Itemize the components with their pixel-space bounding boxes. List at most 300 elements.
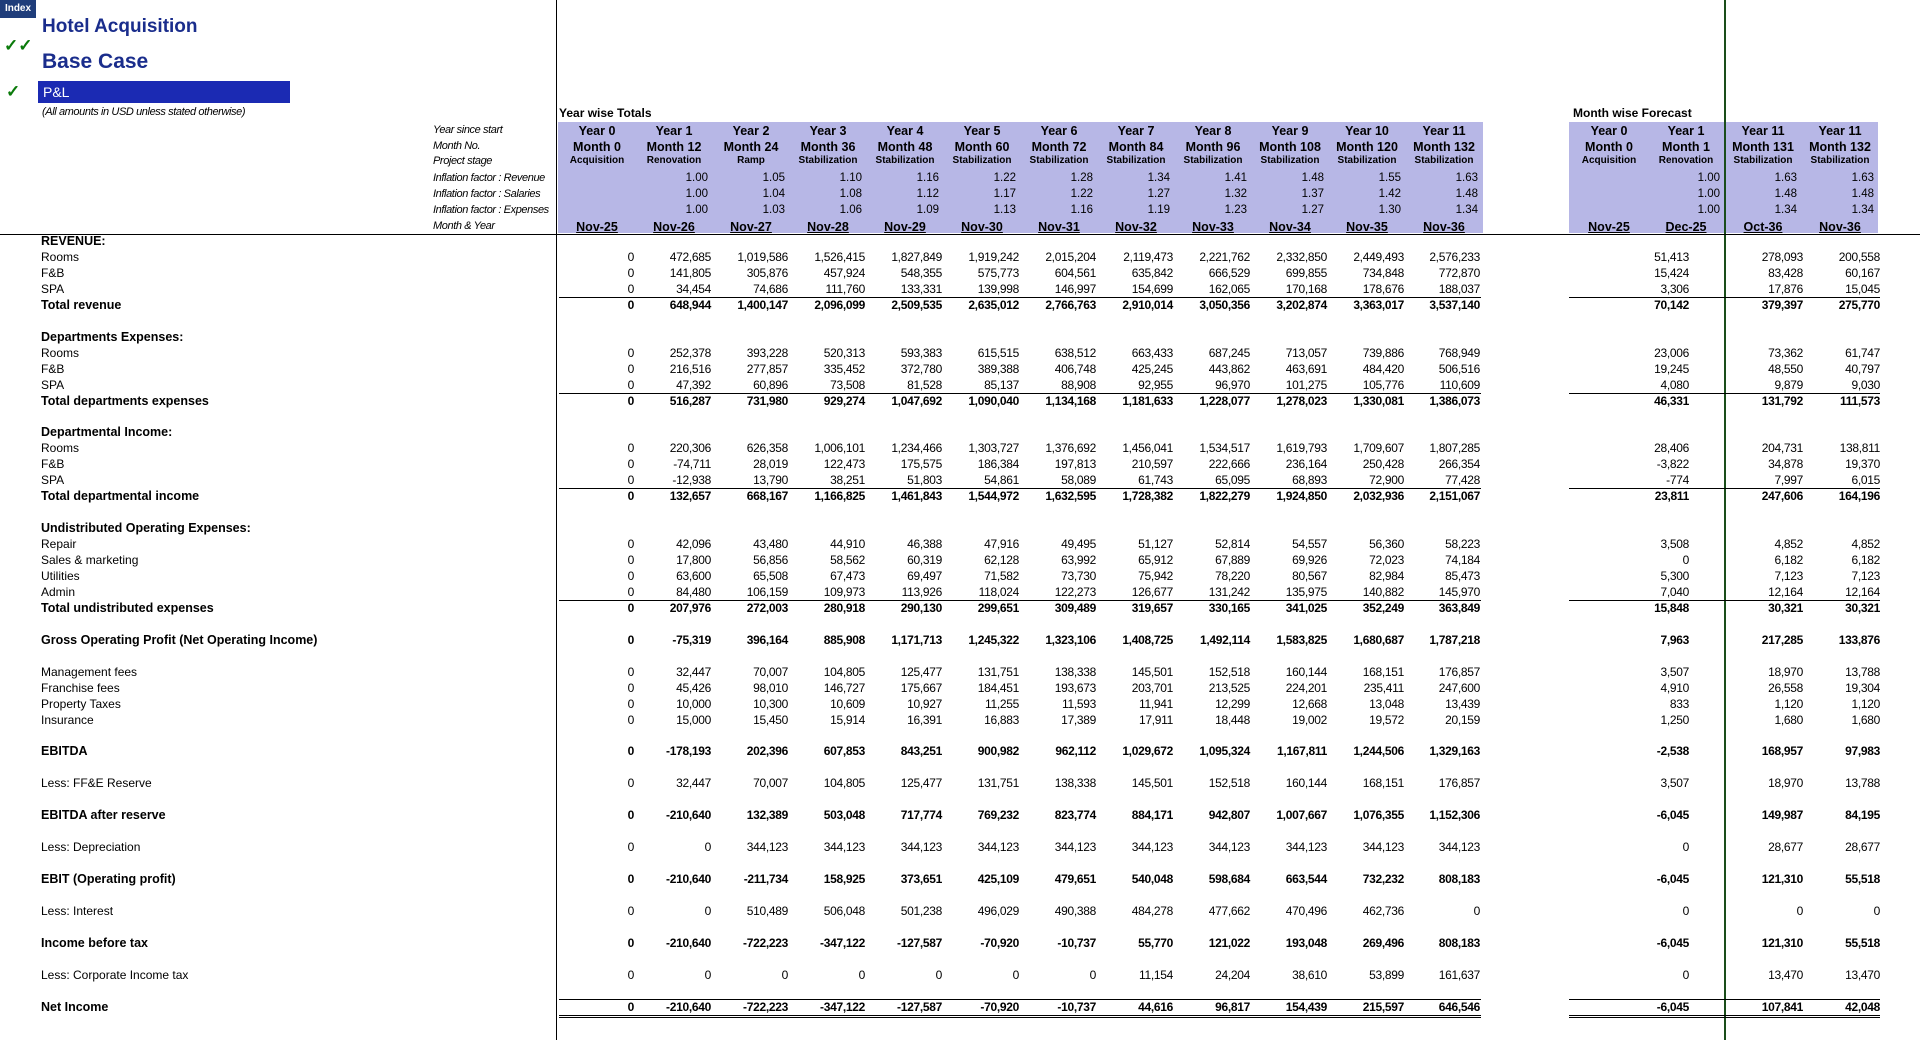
year-value-cell[interactable]: 111,760 — [825, 281, 865, 296]
year-value-cell[interactable]: 65,912 — [1138, 553, 1173, 567]
year-value-cell[interactable]: 3,202,874 — [1276, 297, 1327, 312]
year-value-cell[interactable]: 1,090,040 — [968, 393, 1019, 408]
year-value-cell[interactable]: 425,109 — [977, 872, 1019, 886]
year-value-cell[interactable]: 0 — [627, 712, 634, 727]
year-value-cell[interactable]: 3,363,017 — [1353, 297, 1404, 312]
month-value-cell[interactable]: -2,538 — [1656, 744, 1689, 759]
year-value-cell[interactable]: 598,684 — [1208, 872, 1250, 886]
year-value-cell[interactable]: 666,529 — [1208, 265, 1250, 280]
year-value-cell[interactable]: 1,680,687 — [1353, 632, 1404, 647]
year-value-cell[interactable]: 0 — [627, 568, 634, 583]
year-value-cell[interactable]: 1,006,101 — [814, 441, 865, 456]
month-value-cell[interactable]: 12,164 — [1768, 584, 1803, 599]
year-value-cell[interactable]: 341,025 — [1285, 600, 1327, 615]
year-value-cell[interactable]: 15,000 — [676, 712, 711, 727]
year-value-cell[interactable]: 10,000 — [676, 696, 711, 711]
year-value-cell[interactable]: 843,251 — [900, 744, 942, 759]
year-value-cell[interactable]: 638,512 — [1054, 345, 1096, 360]
year-value-cell[interactable]: 1,047,692 — [891, 393, 942, 408]
year-value-cell[interactable]: -74,711 — [673, 457, 711, 472]
year-value-cell[interactable]: 352,249 — [1362, 600, 1404, 615]
year-value-cell[interactable]: 2,151,067 — [1429, 489, 1480, 504]
month-value-cell[interactable]: 28,677 — [1845, 840, 1880, 855]
year-value-cell[interactable]: 44,910 — [830, 537, 865, 552]
month-value-cell[interactable]: 7,963 — [1660, 632, 1689, 647]
year-value-cell[interactable]: 1,029,672 — [1122, 744, 1173, 759]
month-value-cell[interactable]: 70,142 — [1654, 297, 1689, 312]
year-value-cell[interactable]: 34,454 — [676, 281, 711, 296]
year-value-cell[interactable]: 2,509,535 — [891, 297, 942, 312]
year-value-cell[interactable]: 1,544,972 — [968, 489, 1019, 504]
year-value-cell[interactable]: 145,501 — [1131, 664, 1173, 679]
index-tab[interactable]: Index — [0, 0, 36, 18]
year-value-cell[interactable]: 122,273 — [1054, 584, 1096, 599]
year-value-cell[interactable]: -178,193 — [666, 744, 711, 759]
year-value-cell[interactable]: 13,790 — [753, 473, 788, 488]
year-value-cell[interactable]: 1,007,667 — [1276, 808, 1327, 823]
year-value-cell[interactable]: 372,780 — [900, 361, 942, 376]
year-value-cell[interactable]: 235,411 — [1363, 680, 1404, 695]
year-value-cell[interactable]: 80,567 — [1292, 568, 1327, 583]
year-value-cell[interactable]: 516,287 — [669, 393, 711, 408]
year-value-cell[interactable]: 113,926 — [901, 584, 942, 599]
year-value-cell[interactable]: 15,914 — [830, 712, 865, 727]
year-value-cell[interactable]: 1,456,041 — [1122, 441, 1173, 456]
month-value-cell[interactable]: 30,321 — [1845, 600, 1880, 615]
year-value-cell[interactable]: 42,096 — [676, 537, 711, 552]
year-value-cell[interactable]: 269,496 — [1362, 935, 1404, 950]
year-value-cell[interactable]: 135,975 — [1285, 584, 1327, 599]
year-value-cell[interactable]: 160,144 — [1285, 776, 1327, 791]
year-value-cell[interactable]: 69,926 — [1292, 553, 1327, 567]
year-value-cell[interactable]: 104,805 — [823, 664, 865, 679]
month-value-cell[interactable]: -6,045 — [1656, 935, 1689, 950]
year-value-cell[interactable]: 175,667 — [900, 680, 942, 695]
year-value-cell[interactable]: 335,452 — [823, 361, 865, 376]
year-value-cell[interactable]: 1,134,168 — [1045, 393, 1096, 408]
year-value-cell[interactable]: 10,300 — [753, 696, 788, 711]
year-value-cell[interactable]: 0 — [1473, 903, 1480, 918]
year-value-cell[interactable]: 0 — [627, 249, 634, 264]
year-value-cell[interactable]: 1,632,595 — [1045, 489, 1096, 504]
month-value-cell[interactable]: 1,680 — [1774, 712, 1803, 727]
month-value-cell[interactable]: 23,006 — [1654, 345, 1689, 360]
year-value-cell[interactable]: 16,883 — [984, 712, 1019, 727]
sheet-section-bar[interactable]: P&L — [38, 81, 290, 103]
year-value-cell[interactable]: 16,391 — [907, 712, 942, 727]
month-value-cell[interactable]: 4,080 — [1660, 377, 1689, 392]
year-value-cell[interactable]: 823,774 — [1054, 808, 1096, 823]
year-value-cell[interactable]: 443,862 — [1208, 361, 1250, 376]
month-value-cell[interactable]: 0 — [1682, 553, 1689, 567]
year-value-cell[interactable]: 490,388 — [1054, 903, 1096, 918]
year-value-cell[interactable]: 646,546 — [1438, 999, 1480, 1014]
month-value-cell[interactable]: 1,250 — [1660, 712, 1689, 727]
year-value-cell[interactable]: 122,473 — [823, 457, 865, 472]
year-value-cell[interactable]: 56,360 — [1369, 537, 1404, 552]
year-value-cell[interactable]: 277,857 — [746, 361, 788, 376]
year-value-cell[interactable]: 344,123 — [1362, 840, 1404, 855]
year-value-cell[interactable]: 0 — [858, 967, 865, 982]
year-value-cell[interactable]: 72,023 — [1369, 553, 1404, 567]
month-value-cell[interactable]: 121,310 — [1761, 935, 1803, 950]
year-value-cell[interactable]: 216,516 — [669, 361, 711, 376]
year-value-cell[interactable]: 593,383 — [900, 345, 942, 360]
year-value-cell[interactable]: 96,970 — [1215, 377, 1250, 392]
month-value-cell[interactable]: 0 — [1796, 903, 1803, 918]
year-value-cell[interactable]: 734,848 — [1362, 265, 1404, 280]
year-value-cell[interactable]: 1,076,355 — [1353, 808, 1404, 823]
year-value-cell[interactable]: 131,751 — [977, 776, 1019, 791]
month-value-cell[interactable]: -6,045 — [1656, 872, 1689, 886]
year-value-cell[interactable]: 176,857 — [1438, 776, 1480, 791]
year-value-cell[interactable]: 81,528 — [907, 377, 942, 392]
year-value-cell[interactable]: 126,677 — [1131, 584, 1173, 599]
month-value-cell[interactable]: 19,245 — [1654, 361, 1689, 376]
month-value-cell[interactable]: 40,797 — [1845, 361, 1880, 376]
year-value-cell[interactable]: 1,924,850 — [1276, 489, 1327, 504]
year-value-cell[interactable]: 1,534,517 — [1199, 441, 1250, 456]
month-value-cell[interactable]: 278,093 — [1761, 249, 1803, 264]
year-value-cell[interactable]: 0 — [627, 345, 634, 360]
year-value-cell[interactable]: 54,861 — [984, 473, 1019, 488]
year-value-cell[interactable]: 0 — [627, 377, 634, 392]
year-value-cell[interactable]: 250,428 — [1362, 457, 1404, 472]
year-value-cell[interactable]: 13,439 — [1445, 696, 1480, 711]
year-value-cell[interactable]: 373,651 — [900, 872, 942, 886]
year-value-cell[interactable]: 197,813 — [1054, 457, 1096, 472]
year-value-cell[interactable]: 0 — [627, 265, 634, 280]
year-value-cell[interactable]: 393,228 — [746, 345, 788, 360]
month-value-cell[interactable]: 12,164 — [1845, 584, 1880, 599]
month-value-cell[interactable]: 138,811 — [1839, 441, 1880, 456]
year-value-cell[interactable]: 1,822,279 — [1199, 489, 1250, 504]
year-value-cell[interactable]: 540,048 — [1131, 872, 1173, 886]
year-value-cell[interactable]: 160,144 — [1285, 664, 1327, 679]
month-value-cell[interactable]: 4,852 — [1774, 537, 1803, 552]
year-value-cell[interactable]: 69,497 — [907, 568, 942, 583]
year-value-cell[interactable]: 186,384 — [977, 457, 1019, 472]
year-value-cell[interactable]: 0 — [627, 361, 634, 376]
year-value-cell[interactable]: 425,245 — [1131, 361, 1173, 376]
year-value-cell[interactable]: 82,984 — [1369, 568, 1404, 583]
year-value-cell[interactable]: 732,232 — [1362, 872, 1404, 886]
year-value-cell[interactable]: 1,019,586 — [737, 249, 788, 264]
year-value-cell[interactable]: 141,805 — [669, 265, 711, 280]
year-value-cell[interactable]: 68,893 — [1292, 473, 1327, 488]
month-value-cell[interactable]: 13,470 — [1845, 967, 1880, 982]
year-value-cell[interactable]: 139,998 — [977, 281, 1019, 296]
year-value-cell[interactable]: 484,420 — [1362, 361, 1404, 376]
month-value-cell[interactable]: 84,195 — [1845, 808, 1880, 823]
year-value-cell[interactable]: -12,938 — [672, 473, 711, 488]
year-value-cell[interactable]: 344,123 — [1438, 840, 1480, 855]
year-value-cell[interactable]: 305,876 — [746, 265, 788, 280]
month-value-cell[interactable]: 1,120 — [1851, 696, 1880, 711]
year-value-cell[interactable]: 19,572 — [1369, 712, 1404, 727]
year-value-cell[interactable]: 3,050,356 — [1199, 297, 1250, 312]
year-value-cell[interactable]: 575,773 — [977, 265, 1019, 280]
year-value-cell[interactable]: 60,896 — [753, 377, 788, 392]
year-value-cell[interactable]: 28,019 — [753, 457, 788, 472]
year-value-cell[interactable]: 0 — [627, 664, 634, 679]
year-value-cell[interactable]: 501,238 — [900, 903, 942, 918]
month-value-cell[interactable]: 131,792 — [1761, 393, 1803, 408]
year-value-cell[interactable]: 10,609 — [830, 696, 865, 711]
year-value-cell[interactable]: 188,037 — [1438, 281, 1480, 296]
year-value-cell[interactable]: 118,024 — [978, 584, 1019, 599]
year-value-cell[interactable]: 457,924 — [823, 265, 865, 280]
year-value-cell[interactable]: 138,338 — [1054, 776, 1096, 791]
year-value-cell[interactable]: 176,857 — [1438, 664, 1480, 679]
year-value-cell[interactable]: -722,223 — [743, 999, 788, 1014]
year-value-cell[interactable]: 101,275 — [1285, 377, 1327, 392]
year-value-cell[interactable]: 768,949 — [1438, 345, 1480, 360]
year-value-cell[interactable]: 1,386,073 — [1429, 393, 1480, 408]
year-value-cell[interactable]: 170,168 — [1285, 281, 1327, 296]
year-value-cell[interactable]: 207,976 — [669, 600, 711, 615]
year-value-cell[interactable]: 1,166,825 — [814, 489, 865, 504]
year-value-cell[interactable]: 19,002 — [1292, 712, 1327, 727]
month-value-cell[interactable]: 111,573 — [1840, 393, 1880, 408]
month-value-cell[interactable]: -3,822 — [1656, 457, 1689, 472]
month-value-cell[interactable]: 0 — [1682, 840, 1689, 855]
month-value-cell[interactable]: 217,285 — [1761, 632, 1803, 647]
year-value-cell[interactable]: 1,827,849 — [891, 249, 942, 264]
month-value-cell[interactable]: -6,045 — [1656, 999, 1689, 1014]
year-value-cell[interactable]: 13,048 — [1369, 696, 1404, 711]
year-value-cell[interactable]: 1,228,077 — [1199, 393, 1250, 408]
month-value-cell[interactable]: 1,120 — [1774, 696, 1803, 711]
year-value-cell[interactable]: 58,089 — [1061, 473, 1096, 488]
year-value-cell[interactable]: 184,451 — [977, 680, 1019, 695]
year-value-cell[interactable]: 104,805 — [823, 776, 865, 791]
year-value-cell[interactable]: 266,354 — [1438, 457, 1480, 472]
year-value-cell[interactable]: 121,022 — [1208, 935, 1250, 950]
month-value-cell[interactable]: 107,841 — [1761, 999, 1803, 1014]
month-value-cell[interactable]: 6,182 — [1774, 553, 1803, 567]
year-value-cell[interactable]: 2,635,012 — [968, 297, 1019, 312]
year-value-cell[interactable]: 462,736 — [1362, 903, 1404, 918]
year-value-cell[interactable]: 154,439 — [1285, 999, 1327, 1014]
year-value-cell[interactable]: 52,814 — [1215, 537, 1250, 552]
year-value-cell[interactable]: 88,908 — [1061, 377, 1096, 392]
month-value-cell[interactable]: 121,310 — [1761, 872, 1803, 886]
year-value-cell[interactable]: 168,151 — [1362, 664, 1404, 679]
year-value-cell[interactable]: 11,593 — [1061, 696, 1096, 711]
month-value-cell[interactable]: 200,558 — [1838, 249, 1880, 264]
year-value-cell[interactable]: 51,803 — [907, 473, 942, 488]
year-value-cell[interactable]: 11,255 — [984, 696, 1019, 711]
month-value-cell[interactable]: 26,558 — [1768, 680, 1803, 695]
year-value-cell[interactable]: 0 — [627, 808, 634, 823]
month-value-cell[interactable]: 4,852 — [1851, 537, 1880, 552]
year-value-cell[interactable]: 0 — [627, 872, 634, 886]
year-value-cell[interactable]: 193,673 — [1054, 680, 1096, 695]
year-value-cell[interactable]: 145,501 — [1131, 776, 1173, 791]
year-value-cell[interactable]: -70,920 — [980, 935, 1019, 950]
year-value-cell[interactable]: 96,817 — [1215, 999, 1250, 1014]
month-value-cell[interactable]: 19,370 — [1845, 457, 1880, 472]
year-value-cell[interactable]: 290,130 — [900, 600, 942, 615]
month-value-cell[interactable]: 3,507 — [1660, 664, 1689, 679]
year-value-cell[interactable]: -210,640 — [666, 872, 711, 886]
year-value-cell[interactable]: 1,787,218 — [1429, 632, 1480, 647]
year-value-cell[interactable]: 20,159 — [1445, 712, 1480, 727]
month-value-cell[interactable]: 0 — [1873, 903, 1880, 918]
month-value-cell[interactable]: -774 — [1666, 473, 1689, 488]
year-value-cell[interactable]: 344,123 — [977, 840, 1019, 855]
year-value-cell[interactable]: 1,492,114 — [1199, 632, 1250, 647]
year-value-cell[interactable]: 1,526,415 — [814, 249, 865, 264]
year-value-cell[interactable]: 12,668 — [1292, 696, 1327, 711]
year-value-cell[interactable]: 0 — [1012, 967, 1019, 982]
month-value-cell[interactable]: 73,362 — [1768, 345, 1803, 360]
year-value-cell[interactable]: 0 — [781, 967, 788, 982]
month-value-cell[interactable]: 18,970 — [1768, 664, 1803, 679]
year-value-cell[interactable]: 92,955 — [1138, 377, 1173, 392]
year-value-cell[interactable]: 1,181,633 — [1122, 393, 1173, 408]
year-value-cell[interactable]: 106,159 — [746, 584, 788, 599]
year-value-cell[interactable]: 18,448 — [1215, 712, 1250, 727]
year-value-cell[interactable]: 884,171 — [1131, 808, 1173, 823]
year-value-cell[interactable]: -347,122 — [820, 999, 865, 1014]
month-value-cell[interactable]: 97,983 — [1845, 744, 1880, 759]
year-value-cell[interactable]: 2,766,763 — [1045, 297, 1096, 312]
year-value-cell[interactable]: 215,597 — [1362, 999, 1404, 1014]
year-value-cell[interactable]: 54,557 — [1292, 537, 1327, 552]
year-value-cell[interactable]: 158,925 — [823, 872, 865, 886]
year-value-cell[interactable]: 962,112 — [1055, 744, 1096, 759]
year-value-cell[interactable]: 178,676 — [1362, 281, 1404, 296]
month-value-cell[interactable]: 28,406 — [1654, 441, 1689, 456]
month-value-cell[interactable]: 204,731 — [1761, 441, 1803, 456]
year-value-cell[interactable]: 808,183 — [1438, 872, 1480, 886]
month-value-cell[interactable]: -6,045 — [1656, 808, 1689, 823]
year-value-cell[interactable]: 84,480 — [676, 584, 711, 599]
month-value-cell[interactable]: 34,878 — [1768, 457, 1803, 472]
year-value-cell[interactable]: 11,941 — [1138, 696, 1173, 711]
year-value-cell[interactable]: 470,496 — [1285, 903, 1327, 918]
year-value-cell[interactable]: 479,651 — [1054, 872, 1096, 886]
year-value-cell[interactable]: 731,980 — [746, 393, 788, 408]
month-value-cell[interactable]: 30,321 — [1768, 600, 1803, 615]
year-value-cell[interactable]: 63,992 — [1061, 553, 1096, 567]
year-value-cell[interactable]: 168,151 — [1362, 776, 1404, 791]
year-value-cell[interactable]: 344,123 — [823, 840, 865, 855]
year-value-cell[interactable]: 61,743 — [1138, 473, 1173, 488]
year-value-cell[interactable]: 138,338 — [1054, 664, 1096, 679]
year-value-cell[interactable]: 98,010 — [753, 680, 788, 695]
year-value-cell[interactable]: 1,619,793 — [1276, 441, 1327, 456]
year-value-cell[interactable]: 663,544 — [1285, 872, 1327, 886]
year-value-cell[interactable]: 942,807 — [1208, 808, 1250, 823]
month-value-cell[interactable]: 164,196 — [1838, 489, 1880, 504]
year-value-cell[interactable]: 713,057 — [1285, 345, 1327, 360]
year-value-cell[interactable]: 70,007 — [753, 664, 788, 679]
year-value-cell[interactable]: 309,489 — [1054, 600, 1096, 615]
year-value-cell[interactable]: 38,610 — [1292, 967, 1327, 982]
year-value-cell[interactable]: 0 — [627, 553, 634, 567]
year-value-cell[interactable]: 344,123 — [1131, 840, 1173, 855]
year-value-cell[interactable]: 396,164 — [746, 632, 788, 647]
month-value-cell[interactable]: 1,680 — [1851, 712, 1880, 727]
year-value-cell[interactable]: 154,699 — [1131, 281, 1173, 296]
year-value-cell[interactable]: -10,737 — [1057, 935, 1096, 950]
year-value-cell[interactable]: 132,389 — [746, 808, 788, 823]
year-value-cell[interactable]: 146,997 — [1054, 281, 1096, 296]
year-value-cell[interactable]: 47,916 — [984, 537, 1019, 552]
year-value-cell[interactable]: 626,358 — [746, 441, 788, 456]
year-value-cell[interactable]: 344,123 — [1054, 840, 1096, 855]
month-value-cell[interactable]: 379,397 — [1761, 297, 1803, 312]
year-value-cell[interactable]: 1,376,692 — [1045, 441, 1096, 456]
year-value-cell[interactable]: 162,065 — [1208, 281, 1250, 296]
year-value-cell[interactable]: 1,728,382 — [1122, 489, 1173, 504]
year-value-cell[interactable]: 0 — [627, 935, 634, 950]
year-value-cell[interactable]: 344,123 — [1285, 840, 1327, 855]
month-value-cell[interactable]: 51,413 — [1654, 249, 1689, 264]
month-value-cell[interactable]: 7,123 — [1774, 568, 1803, 583]
year-value-cell[interactable]: 1,709,607 — [1353, 441, 1404, 456]
year-value-cell[interactable]: 175,575 — [900, 457, 942, 472]
year-value-cell[interactable]: 17,389 — [1061, 712, 1096, 727]
month-value-cell[interactable]: 3,508 — [1660, 537, 1689, 552]
year-value-cell[interactable]: 389,388 — [977, 361, 1019, 376]
month-value-cell[interactable]: 133,876 — [1838, 632, 1880, 647]
year-value-cell[interactable]: 520,313 — [823, 345, 865, 360]
month-value-cell[interactable]: 15,424 — [1654, 265, 1689, 280]
year-value-cell[interactable]: 363,849 — [1438, 600, 1480, 615]
year-value-cell[interactable]: 0 — [627, 489, 634, 504]
year-value-cell[interactable]: 0 — [627, 600, 634, 615]
year-value-cell[interactable]: 0 — [627, 584, 634, 599]
year-value-cell[interactable]: 161,637 — [1438, 967, 1480, 982]
month-value-cell[interactable]: 61,747 — [1845, 345, 1880, 360]
year-value-cell[interactable]: 0 — [627, 999, 634, 1014]
year-value-cell[interactable]: 236,164 — [1285, 457, 1327, 472]
year-value-cell[interactable]: 44,616 — [1138, 999, 1173, 1014]
year-value-cell[interactable]: 133,331 — [900, 281, 942, 296]
year-value-cell[interactable]: 131,242 — [1208, 584, 1250, 599]
month-value-cell[interactable]: 168,957 — [1761, 744, 1803, 759]
year-value-cell[interactable]: 65,508 — [753, 568, 788, 583]
year-value-cell[interactable]: 140,882 — [1362, 584, 1404, 599]
year-value-cell[interactable]: 0 — [627, 744, 634, 759]
year-value-cell[interactable]: 67,889 — [1215, 553, 1250, 567]
year-value-cell[interactable]: 15,450 — [753, 712, 788, 727]
year-value-cell[interactable]: -210,640 — [666, 999, 711, 1014]
year-value-cell[interactable]: 0 — [627, 297, 634, 312]
year-value-cell[interactable]: 1,245,322 — [968, 632, 1019, 647]
month-value-cell[interactable]: 83,428 — [1768, 265, 1803, 280]
year-value-cell[interactable]: 152,518 — [1208, 664, 1250, 679]
year-value-cell[interactable]: 2,221,762 — [1199, 249, 1250, 264]
month-value-cell[interactable]: 6,015 — [1851, 473, 1880, 488]
year-value-cell[interactable]: 72,900 — [1369, 473, 1404, 488]
year-value-cell[interactable]: 109,973 — [823, 584, 865, 599]
year-value-cell[interactable]: 2,332,850 — [1276, 249, 1327, 264]
year-value-cell[interactable]: -211,734 — [743, 872, 788, 886]
year-value-cell[interactable]: 1,244,506 — [1353, 744, 1404, 759]
year-value-cell[interactable]: 2,576,233 — [1429, 249, 1480, 264]
year-value-cell[interactable]: 808,183 — [1438, 935, 1480, 950]
year-value-cell[interactable]: 477,662 — [1208, 903, 1250, 918]
month-value-cell[interactable]: 42,048 — [1845, 999, 1880, 1014]
year-value-cell[interactable]: 406,748 — [1054, 361, 1096, 376]
year-value-cell[interactable]: 53,899 — [1369, 967, 1404, 982]
year-value-cell[interactable]: 548,355 — [900, 265, 942, 280]
